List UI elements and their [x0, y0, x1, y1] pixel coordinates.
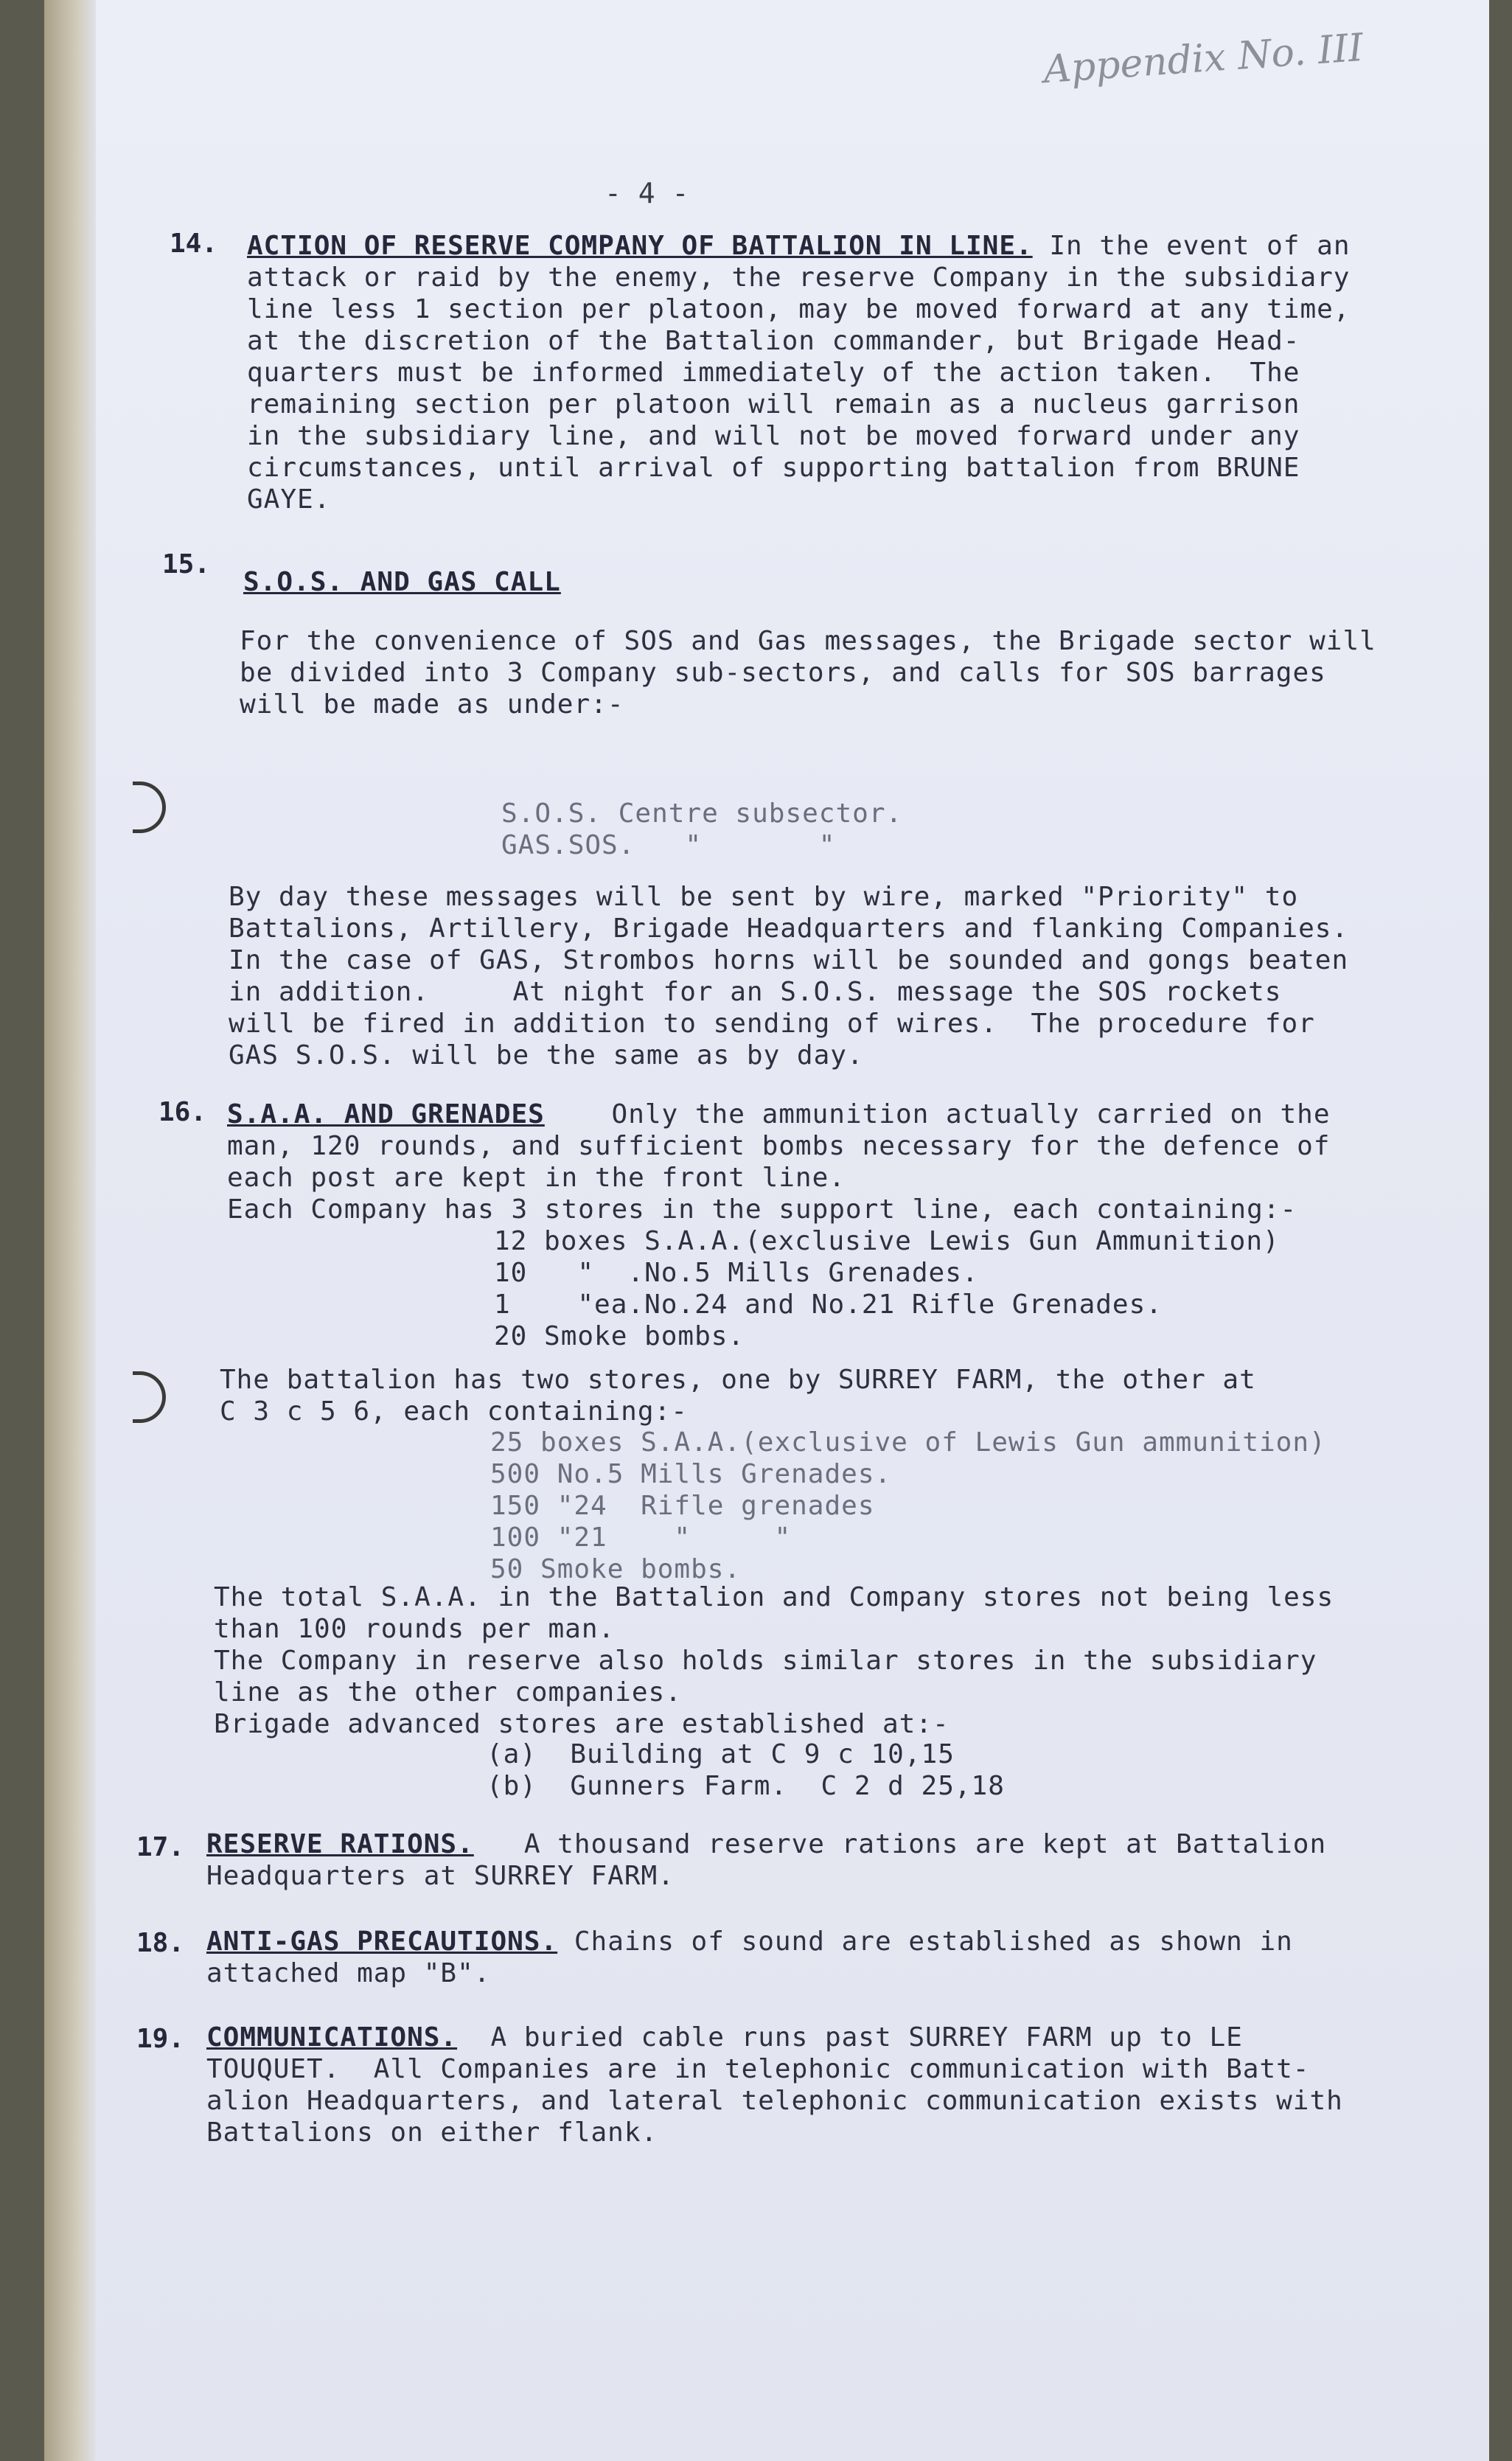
section-number: 15. [162, 549, 211, 579]
store-item: 150 "24 Rifle grenades [490, 1491, 875, 1521]
section-heading: RESERVE RATIONS. [206, 1829, 474, 1859]
section-heading: COMMUNICATIONS. [206, 2022, 458, 2053]
section-number: 17. [136, 1832, 185, 1862]
text-line: The Company in reserve also holds similar stores in the subsidiary [214, 1646, 1317, 1676]
section-number: 18. [136, 1928, 185, 1958]
section-heading: S.O.S. AND GAS CALL [243, 567, 561, 597]
text-line: The total S.A.A. in the Battalion and Company stores not being less [214, 1582, 1334, 1612]
text-line: For the convenience of SOS and Gas messages, the Brigade sector will [240, 626, 1376, 656]
section-17-paragraph [206, 1828, 1326, 1892]
company-store-items [494, 1225, 1280, 1352]
text-line: Brigade advanced stores are established at:- [214, 1709, 950, 1739]
section-number: 14. [170, 229, 218, 259]
text-line: will be made as under:- [240, 689, 624, 720]
text-line: at the discretion of the Battalion commander, but Brigade Head- [247, 326, 1300, 356]
section-19-paragraph [206, 2022, 1343, 2148]
call-line: GAS.SOS. " " [501, 830, 836, 860]
store-item: 20 Smoke bombs. [494, 1321, 745, 1351]
appendix-header: Appendix No. III [1042, 25, 1365, 93]
text-line: attached map "B". [206, 1958, 491, 1988]
text-line: The battalion has two stores, one by SURREY FARM, the other at [220, 1365, 1256, 1395]
section-15-heading [243, 566, 561, 598]
text-line: alion Headquarters, and lateral telephonic communication exists with [206, 2086, 1343, 2116]
section-number: 19. [136, 2024, 185, 2054]
punch-hole [133, 1371, 166, 1423]
text-line: In the event of an [1049, 231, 1351, 261]
section-16-paragraph-3 [214, 1581, 1334, 1740]
section-15-paragraph-2 [229, 881, 1348, 1071]
text-line: in the subsidiary line, and will not be moved forward under any [247, 421, 1300, 451]
text-line: in addition. At night for an S.O.S. message the SOS rockets [229, 977, 1282, 1007]
page-shadow-edge [44, 0, 96, 2461]
store-item: 50 Smoke bombs. [490, 1554, 742, 1584]
text-line: quarters must be informed immediately of the action taken. The [247, 358, 1300, 388]
text-line: be divided into 3 Company sub-sectors, and calls for SOS barrages [240, 658, 1326, 688]
text-line: will be fired in addition to sending of wires. The procedure for [229, 1009, 1315, 1039]
section-16-paragraph-2 [220, 1364, 1256, 1427]
text-line: line as the other companies. [214, 1677, 682, 1708]
text-line: Battalions on either flank. [206, 2117, 658, 2148]
location-item: (b) Gunners Farm. C 2 d 25,18 [487, 1771, 1005, 1801]
text-line: A buried cable runs past SURREY FARM up to LE [490, 2022, 1243, 2053]
text-line: Battalions, Artillery, Brigade Headquarters and flanking Companies. [229, 913, 1349, 944]
call-line: S.O.S. Centre subsector. [501, 798, 903, 829]
store-item: 25 boxes S.A.A.(exclusive of Lewis Gun ammunition) [490, 1427, 1326, 1458]
text-line: C 3 c 5 6, each containing:- [220, 1396, 688, 1427]
text-line: In the case of GAS, Strombos horns will be sounded and gongs beaten [229, 945, 1349, 975]
section-16-paragraph [227, 1099, 1331, 1225]
brigade-store-locations [487, 1738, 1005, 1802]
store-item: 10 " .No.5 Mills Grenades. [494, 1258, 979, 1288]
document-page [44, 0, 1489, 2461]
punch-hole [133, 782, 166, 833]
text-line: than 100 rounds per man. [214, 1614, 616, 1644]
text-line: A thousand reserve rations are kept at Battalion [523, 1829, 1327, 1859]
store-item: 100 "21 " " [490, 1522, 792, 1553]
text-line: each post are kept in the front line. [227, 1163, 846, 1193]
section-heading: ANTI-GAS PRECAUTIONS. [206, 1926, 558, 1957]
text-line: Chains of sound are established as shown in [574, 1926, 1293, 1957]
section-heading: S.A.A. AND GRENADES [227, 1099, 545, 1129]
text-line: remaining section per platoon will remain as a nucleus garrison [247, 389, 1300, 420]
text-line: TOUQUET. All Companies are in telephonic communication with Batt- [206, 2054, 1310, 2084]
store-item: 500 No.5 Mills Grenades. [490, 1459, 892, 1489]
store-item: 1 "ea.No.24 and No.21 Rifle Grenades. [494, 1289, 1163, 1320]
text-line: Only the ammunition actually carried on the [611, 1099, 1331, 1129]
text-line: By day these messages will be sent by wire, marked "Priority" to [229, 882, 1299, 912]
battalion-store-items [490, 1427, 1326, 1585]
section-number: 16. [158, 1097, 207, 1127]
location-item: (a) Building at C 9 c 10,15 [487, 1739, 955, 1769]
text-line: Each Company has 3 stores in the support line, each containing:- [227, 1194, 1297, 1225]
text-line: line less 1 section per platoon, may be moved forward at any time, [247, 294, 1351, 324]
text-line: circumstances, until arrival of supporting battalion from BRUNE [247, 453, 1300, 483]
text-line: attack or raid by the enemy, the reserve Company in the subsidiary [247, 262, 1351, 293]
text-line: Headquarters at SURREY FARM. [206, 1861, 675, 1891]
section-15-paragraph [240, 625, 1376, 720]
text-line: GAYE. [247, 484, 331, 515]
sos-calls-list [501, 798, 902, 861]
section-heading: ACTION OF RESERVE COMPANY OF BATTALION IN LINE. [247, 231, 1033, 261]
page-number: - 4 - [605, 177, 689, 209]
store-item: 12 boxes S.A.A.(exclusive Lewis Gun Ammunition) [494, 1226, 1280, 1256]
text-line: man, 120 rounds, and sufficient bombs necessary for the defence of [227, 1131, 1331, 1161]
section-18-paragraph [206, 1926, 1293, 1989]
text-line: GAS S.O.S. will be the same as by day. [229, 1040, 864, 1071]
section-14-paragraph [247, 230, 1351, 515]
